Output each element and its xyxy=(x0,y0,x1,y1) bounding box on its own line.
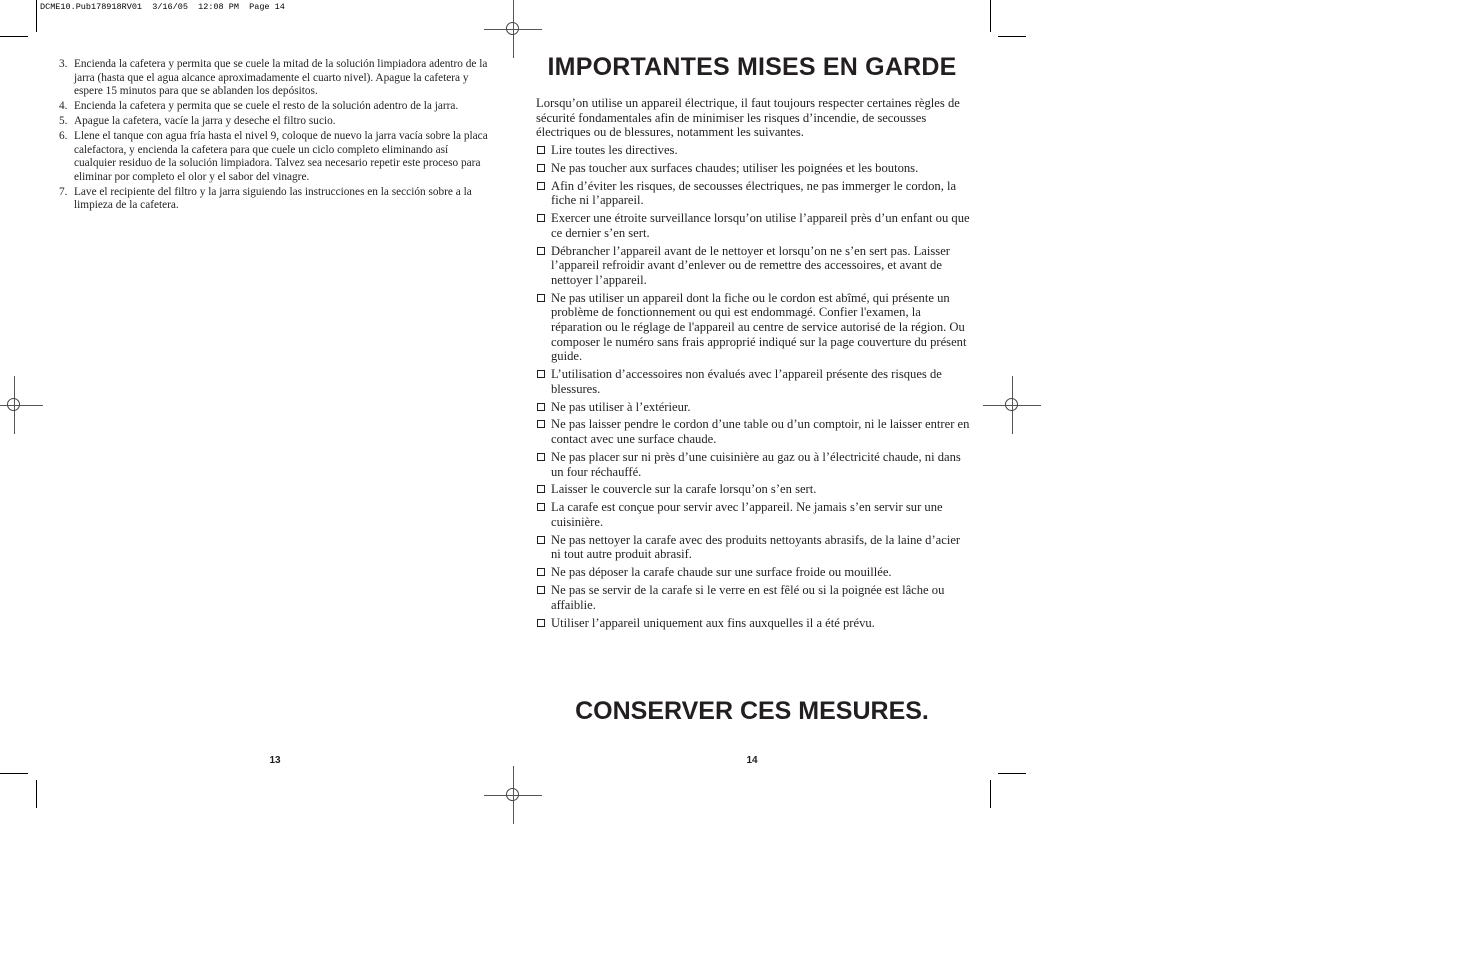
page-number-left: 13 xyxy=(269,755,281,766)
checkbox-bullet-icon xyxy=(537,164,545,172)
page-title: IMPORTANTES MISES EN GARDE xyxy=(547,53,957,81)
step-text: Encienda la cafetera y permita que se cuele el resto de la solución adentro de la jarra. xyxy=(74,100,459,112)
registration-mark-bottom xyxy=(484,766,542,824)
step-number: 6. xyxy=(59,130,68,142)
checkbox-bullet-icon xyxy=(537,214,545,222)
crop-mark-top-right-v xyxy=(990,0,991,32)
list-item xyxy=(536,161,972,176)
list-item xyxy=(56,130,490,184)
warning-text: Ne pas se servir de la carafe si le verre en est fêlé ou si la poignée est lâche ou affaiblie. xyxy=(551,583,945,612)
warning-text: Ne pas toucher aux surfaces chaudes; utiliser les poignées et les boutons. xyxy=(551,160,919,175)
crop-mark-bottom-left-h xyxy=(0,773,28,774)
warning-text: L’utilisation d’accessoires non évalués avec l’appareil présente des risques de blessures. xyxy=(551,367,942,396)
step-number: 3. xyxy=(59,58,68,70)
list-item xyxy=(536,244,972,288)
checkbox-bullet-icon xyxy=(537,294,545,302)
crop-mark-bottom-right-v xyxy=(990,780,991,808)
closing-heading: CONSERVER CES MESURES. xyxy=(575,697,929,725)
list-item xyxy=(536,367,972,396)
crop-mark-top-left-h xyxy=(0,36,28,37)
warning-text: Ne pas déposer la carafe chaude sur une surface froide ou mouillée. xyxy=(551,565,892,580)
checkbox-bullet-icon xyxy=(537,182,545,190)
checkbox-bullet-icon xyxy=(537,247,545,255)
step-number: 7. xyxy=(59,185,68,198)
step-text: Encienda la cafetera y permita que se cuele la mitad de la solución limpiadora adentro de la jarra (hasta que el agua alcance aproximadamente el cuarto nivel). Apague la cafetera y espere 15 minutos para que se ablanden los depósitos. xyxy=(74,58,488,97)
warning-text: Laisser le couvercle sur la carafe lorsqu’on s’en sert. xyxy=(551,482,817,497)
list-item xyxy=(536,179,972,208)
step-number: 4. xyxy=(59,100,68,112)
checkbox-bullet-icon xyxy=(537,370,545,378)
list-item xyxy=(56,100,490,114)
step-text: Lave el recipiente del filtro y la jarra siguiendo las instrucciones en la sección sobre a la limpieza de la cafetera. xyxy=(74,185,472,211)
intro-paragraph: Lorsqu’on utilise un appareil électrique, il faut toujours respecter certaines règles de sécurité fondamentales afin de minimiser les risques d’incendie, de secousses électriques ou de blessures, notamment les suivantes. xyxy=(536,96,960,140)
warning-text: La carafe est conçue pour servir avec l’appareil. Ne jamais s’en servir sur une cuisinière. xyxy=(551,500,943,529)
list-item xyxy=(536,500,972,529)
warning-text: Débrancher l’appareil avant de le nettoyer et lorsqu’on ne s’en sert pas. Laisser l’appareil refroidir avant d’enlever ou de remettre des accessoires, et avant de nettoyer l’appareil. xyxy=(551,243,950,287)
crop-mark-top-left-v xyxy=(36,0,37,32)
warning-text: Ne pas placer sur ni près d’une cuisinière au gaz ou à l’électricité chaude, ni dans un four réchauffé. xyxy=(551,449,961,479)
warning-text: Utiliser l’appareil uniquement aux fins auxquelles il a été prévu. xyxy=(551,615,875,630)
step-text: Llene el tanque con agua fría hasta el nivel 9, coloque de nuevo la jarra vacía sobre la placa calefactora, y encienda la cafetera para que cuele un ciclo completo eliminando así cualquier residuo de la solución limpiadora. Talvez sea necesario repetir este proceso para eliminar por completo el olor y el sabor del vinagre. xyxy=(74,130,488,183)
list-item xyxy=(56,115,490,129)
checkbox-bullet-icon xyxy=(537,146,545,154)
crop-mark-top-right-h xyxy=(998,36,1026,37)
warning-text: Ne pas utiliser un appareil dont la fiche ou le cordon est abîmé, qui présente un problème de fonctionnement ou qui est endommagé. Confier l'examen, la réparation ou le réglage de l'appareil au centre de service autorisé de la région. Ou composer le numéro sans frais approprié indiqué sur la page couverture du présent guide. xyxy=(551,290,967,364)
list-item xyxy=(536,450,972,479)
registration-mark-top xyxy=(484,0,542,58)
list-item xyxy=(536,482,972,497)
checkbox-bullet-icon xyxy=(537,420,545,428)
crop-mark-bottom-right-h xyxy=(998,773,1026,774)
list-item xyxy=(536,565,972,580)
list-item xyxy=(536,211,972,240)
printer-slug-line: DCME10.Pub178918RV01 3/16/05 12:08 PM Page 14 xyxy=(40,2,285,12)
list-item xyxy=(536,417,972,446)
cleaning-steps-list xyxy=(56,58,490,214)
warnings-list xyxy=(536,143,972,634)
list-item xyxy=(56,58,490,99)
list-item xyxy=(536,533,972,562)
step-text: Apague la cafetera, vacíe la jarra y deseche el filtro sucio. xyxy=(74,115,336,127)
warning-text: Exercer une étroite surveillance lorsqu’on utilise l’appareil près d’un enfant ou que ce dernier s’en sert. xyxy=(551,211,970,240)
list-item xyxy=(536,616,972,631)
list-item xyxy=(536,400,972,415)
registration-mark-left xyxy=(0,376,43,434)
crop-mark-bottom-left-v xyxy=(36,780,37,808)
checkbox-bullet-icon xyxy=(537,485,545,493)
checkbox-bullet-icon xyxy=(537,503,545,511)
list-item xyxy=(536,291,972,364)
list-item xyxy=(536,143,972,158)
checkbox-bullet-icon xyxy=(537,403,545,411)
checkbox-bullet-icon xyxy=(537,619,545,627)
checkbox-bullet-icon xyxy=(537,586,545,594)
list-item xyxy=(536,583,972,612)
warning-text: Ne pas laisser pendre le cordon d’une table ou d’un comptoir, ni le laisser entrer en contact avec une surface chaude. xyxy=(551,417,970,447)
checkbox-bullet-icon xyxy=(537,568,545,576)
step-number: 5. xyxy=(59,115,68,127)
checkbox-bullet-icon xyxy=(537,536,545,544)
warning-text: Ne pas utiliser à l’extérieur. xyxy=(551,399,691,414)
warning-text: Lire toutes les directives. xyxy=(551,143,678,157)
warning-text: Ne pas nettoyer la carafe avec des produits nettoyants abrasifs, de la laine d’acier ni tout autre produit abrasif. xyxy=(551,532,961,562)
checkbox-bullet-icon xyxy=(537,453,545,461)
warning-text: Afin d’éviter les risques, de secousses électriques, ne pas immerger le cordon, la fiche ni l’appareil. xyxy=(551,178,957,208)
page-number-right: 14 xyxy=(746,755,758,766)
registration-mark-right xyxy=(983,376,1041,434)
list-item xyxy=(56,186,490,213)
